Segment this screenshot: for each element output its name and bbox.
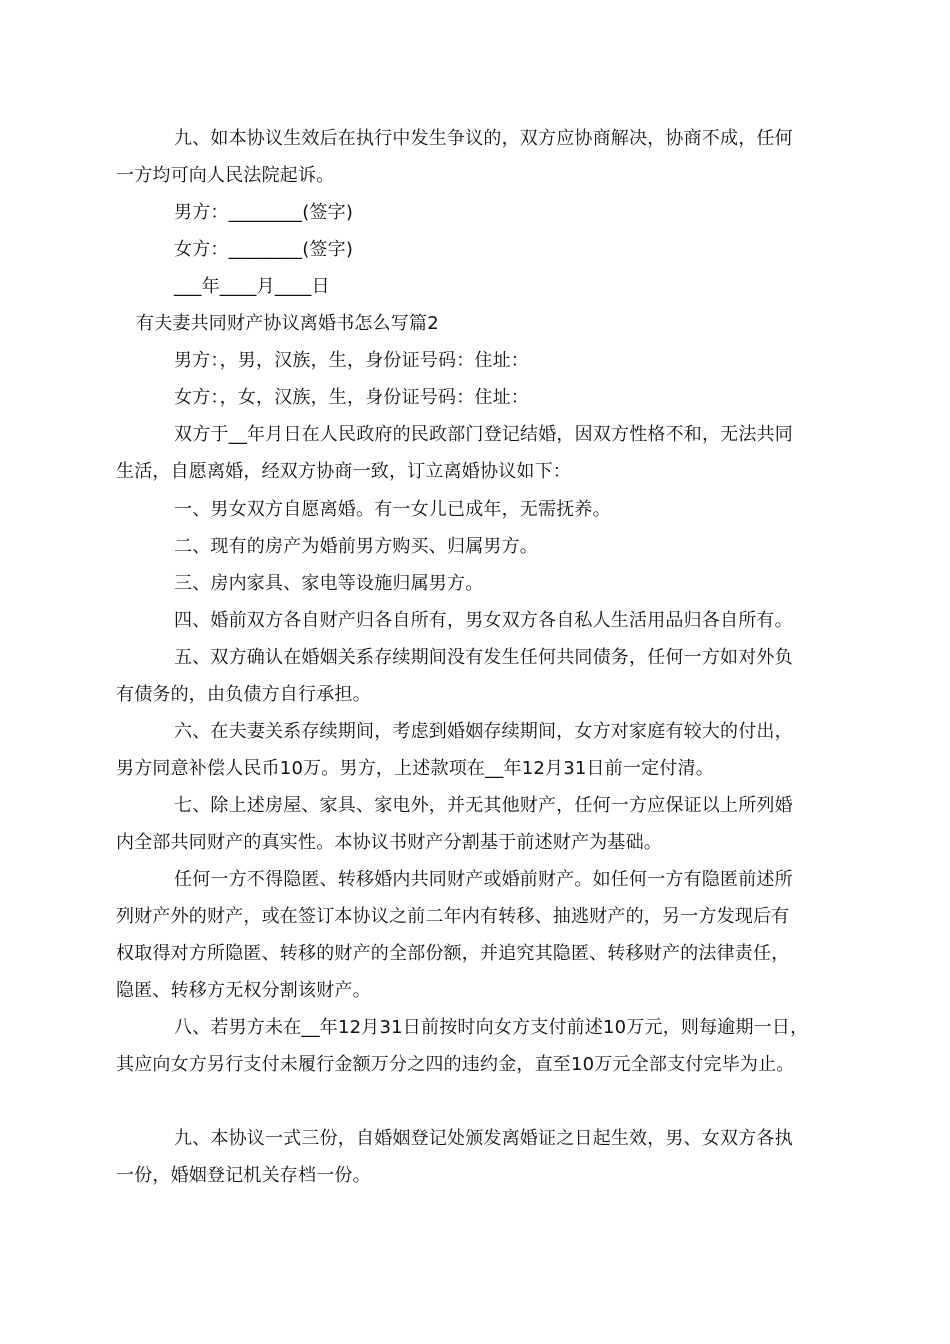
concealment-line-3: 权取得对方所隐匿、转移的财产的全部份额，并追究其隐匿、转移财产的法律责任， <box>116 943 790 964</box>
clause-9b-line-2: 一份，婚姻登记机关存档一份。 <box>116 1165 371 1186</box>
clause-9b-line-1: 九、本协议一式三份，自婚姻登记处颁发离婚证之日起生效，男、女双方各执 <box>174 1128 793 1149</box>
clause-6-line-1: 六、在夫妻关系存续期间，考虑到婚姻存续期间，女方对家庭有较大的付出， <box>174 721 793 742</box>
intro-line-1: 双方于__年月日在人民政府的民政部门登记结婚，因双方性格不和，无法共同 <box>174 424 793 445</box>
concealment-line-4: 隐匿、转移方无权分割该财产。 <box>116 980 371 1001</box>
intro-line-2: 生活，自愿离婚，经双方协商一致，订立离婚协议如下： <box>116 461 571 482</box>
male-signature-line: 男方：________(签字) <box>174 202 354 223</box>
female-party-info: 女方：，女，汉族，生，身份证号码：住址： <box>174 387 529 408</box>
clause-7-line-2: 内全部共同财产的真实性。本协议书财产分割基于前述财产为基础。 <box>116 832 662 853</box>
clause-2: 二、现有的房产为婚前男方购买、归属男方。 <box>174 536 538 557</box>
clause-6-line-2: 男方同意补偿人民币10万。男方，上述款项在__年12月31日前一定付清。 <box>116 758 714 779</box>
female-signature-line: 女方：________(签字) <box>174 239 354 260</box>
section-title: 有夫妻共同财产协议离婚书怎么写篇2 <box>136 313 439 334</box>
clause-5-line-2: 有债务的，由负债方自行承担。 <box>116 684 371 705</box>
clause-5-line-1: 五、双方确认在婚姻关系存续期间没有发生任何共同债务，任何一方如对外负 <box>174 647 793 668</box>
clause-7-line-1: 七、除上述房屋、家具、家电外，并无其他财产，任何一方应保证以上所列婚 <box>174 795 793 816</box>
clause-3: 三、房内家具、家电等设施归属男方。 <box>174 573 484 594</box>
concealment-line-1: 任何一方不得隐匿、转移婚内共同财产或婚前财产。如任何一方有隐匿前述所 <box>174 869 793 890</box>
clause-8-line-2: 其应向女方另行支付未履行金额万分之四的违约金，直至10万元全部支付完毕为止。 <box>116 1054 795 1075</box>
male-party-info: 男方：，男，汉族，生，身份证号码：住址： <box>174 350 529 371</box>
clause-9-line-2: 一方均可向人民法院起诉。 <box>116 165 335 186</box>
concealment-line-2: 列财产外的财产，或在签订本协议之前二年内有转移、抽逃财产的，另一方发现后有 <box>116 906 790 927</box>
clause-1: 一、男女双方自愿离婚。有一女儿已成年，无需抚养。 <box>174 499 611 520</box>
date-line: ___年____月____日 <box>174 276 330 297</box>
clause-8-line-1: 八、若男方未在__年12月31日前按时向女方支付前述10万元，则每逾期一日， <box>174 1017 809 1038</box>
clause-9-line-1: 九、如本协议生效后在执行中发生争议的，双方应协商解决，协商不成，任何 <box>174 128 793 149</box>
clause-4: 四、婚前双方各自财产归各自所有，男女双方各自私人生活用品归各自所有。 <box>174 610 793 631</box>
